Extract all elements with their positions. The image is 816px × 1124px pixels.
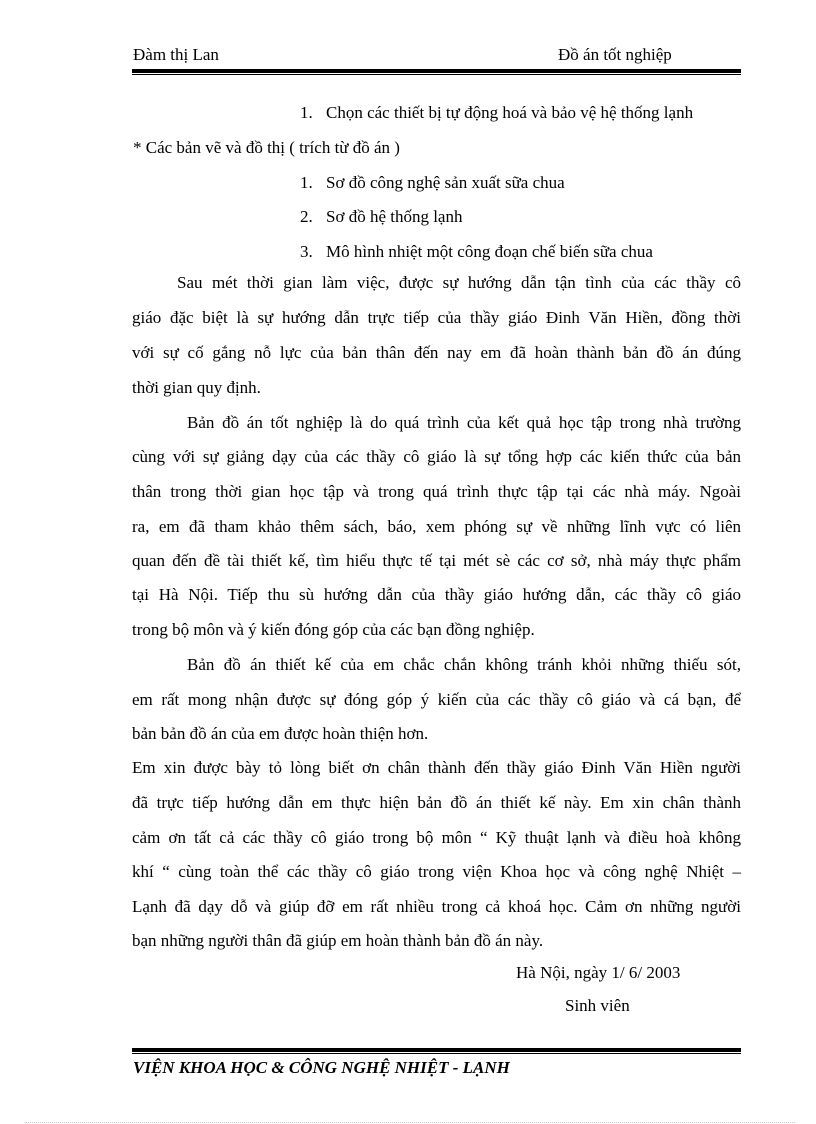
header-rule-thick (132, 69, 741, 73)
drawing-item-1: 1. Sơ đồ công nghệ sản xuất sữa chua (300, 173, 565, 192)
drawing-item-2: 2. Sơ đồ hệ thống lạnh (300, 207, 463, 226)
footer-rule-thin (132, 1053, 741, 1054)
signoff-role: Sinh viên (565, 996, 630, 1015)
para2-line: quan đến đề tài thiết kế, tìm hiểu thực tế tại mét sè các cơ sở, nhà máy thực phẩm (132, 551, 741, 570)
header-title: Đồ án tốt nghiệp (558, 45, 672, 64)
para4-line: bạn những người thân đã giúp em hoàn thành bản đồ án này. (132, 931, 544, 950)
para3-line: Bản đồ án thiết kế của em chắc chắn không tránh khỏi những thiếu sót, (187, 655, 741, 674)
para4-line: Lạnh đã dạy dỗ và giúp đỡ em rất nhiều trong cả khoá học. Cảm ơn những người (132, 897, 741, 916)
para2-line: trong bộ môn và ý kiến đóng góp của các bạn đồng nghiệp. (132, 620, 535, 639)
para4-line: khí “ cùng toàn thể các thầy cô giáo trong viện Khoa học và công nghệ Nhiệt – (132, 862, 741, 881)
list-item-equipment: 1. Chọn các thiết bị tự động hoá và bảo vệ hệ thống lạnh (300, 103, 694, 122)
para2-line: Bản đồ án tốt nghiệp là do quá trình của kết quả học tập trong nhà trường (187, 413, 741, 432)
para1-line: Sau mét thời gian làm việc, được sự hướng dẫn tận tình của các thầy cô (177, 273, 741, 292)
header-author: Đàm thị Lan (133, 45, 219, 64)
para3-line: bản bản đồ án của em được hoàn thiện hơn. (132, 724, 429, 743)
para4-line: Em xin được bày tỏ lòng biết ơn chân thành đến thầy giáo Đinh Văn Hiền người (132, 758, 741, 777)
footer-rule-thick (132, 1048, 741, 1052)
para2-line: ra, em đã tham khảo thêm sách, báo, xem phóng sự về những lĩnh vực có liên (132, 517, 741, 536)
para2-line: thân trong thời gian học tập và trong quá trình thực tập tại các nhà máy. Ngoài (132, 482, 741, 501)
signoff-place-date: Hà Nội, ngày 1/ 6/ 2003 (516, 963, 681, 982)
drawings-heading: * Các bản vẽ và đồ thị ( trích từ đồ án ) (133, 138, 400, 157)
para4-line: đã trực tiếp hướng dẫn em thực hiện bản đồ án thiết kế này. Em xin chân thành (132, 793, 741, 812)
para2-line: cùng với sự giảng dạy của các thầy cô giáo là sự tổng hợp các kiến thức của bản (132, 447, 741, 466)
drawing-item-3: 3. Mô hình nhiệt một công đoạn chế biến sữa chua (300, 242, 653, 261)
para1-line: giáo đặc biệt là sự hướng dẫn trực tiếp của thầy giáo Đinh Văn Hiền, đồng thời (132, 308, 741, 327)
para2-line: tại Hà Nội. Tiếp thu sù hướng dẫn của thầy giáo hướng dẫn, các thầy cô giáo (132, 585, 741, 604)
para4-line: cảm ơn tất cả các thầy cô giáo trong bộ môn “ Kỹ thuật lạnh và điều hoà không (132, 828, 741, 847)
para3-line: em rất mong nhận được sự đóng góp ý kiến của các thầy cô giáo và cá bạn, để (132, 690, 741, 709)
para1-line: với sự cố gắng nỗ lực của bản thân đến nay em đã hoàn thành bản đồ án đúng (132, 343, 741, 362)
para1-line: thời gian quy định. (132, 378, 261, 397)
footer-institute: VIỆN KHOA HỌC & CÔNG NGHỆ NHIỆT - LẠNH (133, 1058, 510, 1077)
header-rule-thin (132, 74, 741, 75)
